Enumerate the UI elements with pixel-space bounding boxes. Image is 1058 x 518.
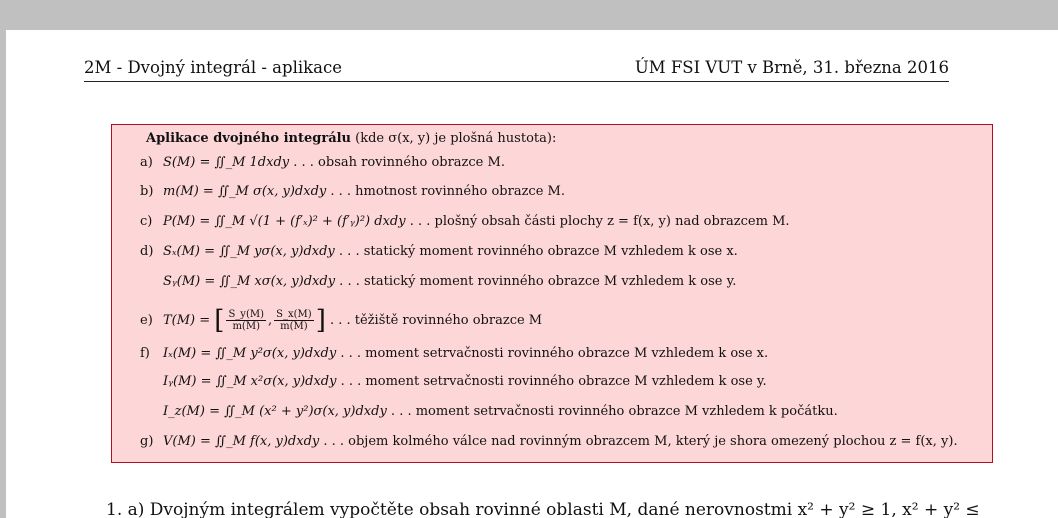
header-right-info: ÚM FSI VUT v Brně, 31. března 2016: [634, 58, 949, 77]
formula-expression: S(M) = ∬_M 1dxdy: [163, 155, 290, 170]
formula-description: . . . těžiště rovinného obrazce M: [325, 313, 543, 328]
formula-expression: Iₓ(M) = ∬_M y²σ(x, y)dxdy: [163, 346, 337, 361]
problem-1-text: 1. a) Dvojným integrálem vypočtěte obsah rovinné oblasti M, dané nerovnostmi x² + y² ≥ 1, x² + y² ≤: [106, 500, 980, 518]
formula-description: . . . objem kolmého válce nad rovinným obrazcem M, který je shora omezený plochou z = f(x, y).: [319, 434, 958, 449]
formula-description: . . . moment setrvačnosti rovinného obrazce M vzhledem k ose y.: [336, 374, 767, 389]
formula-label: g): [140, 434, 154, 449]
formula-label: c): [140, 214, 153, 229]
box-title: [146, 131, 556, 146]
formula-row-e: e) T(M) = [ $\frac{S\_y(M)}{m(M)}$ , $\frac{S\_x(M)}{m(M)}$ ] . . . těžiště rovinného obrazce M: [140, 305, 543, 336]
formula-row-c: [140, 213, 790, 231]
fraction-denominator: m(M): [232, 321, 260, 332]
formula-row-d2: [140, 273, 736, 291]
formula-label: a): [140, 155, 153, 170]
formula-description: . . . moment setrvačnosti rovinného obrazce M vzhledem k počátku.: [386, 404, 838, 419]
formula-row-b: [140, 183, 565, 201]
formula-label: f): [140, 346, 150, 361]
formula-row-f1: [140, 345, 768, 363]
formula-row-f3: [140, 403, 838, 421]
left-bracket: [: [214, 305, 225, 336]
formula-row-f2: [140, 373, 767, 391]
header-left-title: 2M - Dvojný integrál - aplikace: [84, 58, 342, 77]
formula-expression: Sᵧ(M) = ∬_M xσ(x, y)dxdy: [163, 274, 336, 289]
formula-description: . . . moment setrvačnosti rovinného obrazce M vzhledem k ose x.: [336, 346, 769, 361]
formula-row-a: [140, 154, 505, 172]
formula-description: . . . plošný obsah části plochy z = f(x, y) nad obrazcem M.: [405, 214, 790, 229]
right-bracket: ]: [315, 305, 326, 336]
formula-row-d1: [140, 243, 738, 261]
page-header: [84, 58, 949, 78]
formula-description: . . . statický moment rovinného obrazce M vzhledem k ose y.: [335, 274, 737, 289]
formula-expression: Iᵧ(M) = ∬_M x²σ(x, y)dxdy: [163, 374, 337, 389]
formula-description: . . . statický moment rovinného obrazce M vzhledem k ose x.: [334, 244, 738, 259]
fraction-sx-over-m: [274, 309, 314, 332]
formula-description: . . . obsah rovinného obrazce M.: [289, 155, 505, 170]
fraction-denominator: m(M): [280, 321, 308, 332]
formula-expression: I_z(M) = ∬_M (x² + y²)σ(x, y)dxdy: [163, 404, 387, 419]
formula-label: d): [140, 244, 154, 259]
formula-expression: V(M) = ∬_M f(x, y)dxdy: [163, 434, 320, 449]
formula-expression: Sₓ(M) = ∬_M yσ(x, y)dxdy: [163, 244, 335, 259]
formula-label: b): [140, 184, 154, 199]
formula-label: e): [140, 313, 153, 328]
document-page: [6, 30, 1058, 518]
formula-expression: m(M) = ∬_M σ(x, y)dxdy: [163, 184, 327, 199]
formula-box: [111, 124, 993, 463]
formula-row-g: [140, 433, 958, 451]
box-title-rest: (kde σ(x, y) je plošná hustota):: [355, 131, 557, 146]
formula-expression: P(M) = ∬_M √(1 + (f′ₓ)² + (f′ᵧ)²) dxdy: [163, 214, 406, 229]
fraction-numerator: S_y(M): [228, 309, 264, 320]
fraction-numerator: S_x(M): [276, 309, 312, 320]
header-rule: [84, 81, 949, 82]
formula-expression: T(M) =: [163, 313, 211, 328]
box-title-bold: Aplikace dvojného integrálu: [146, 131, 352, 146]
fraction-sy-over-m: [226, 309, 266, 332]
formula-description: . . . hmotnost rovinného obrazce M.: [326, 184, 565, 199]
